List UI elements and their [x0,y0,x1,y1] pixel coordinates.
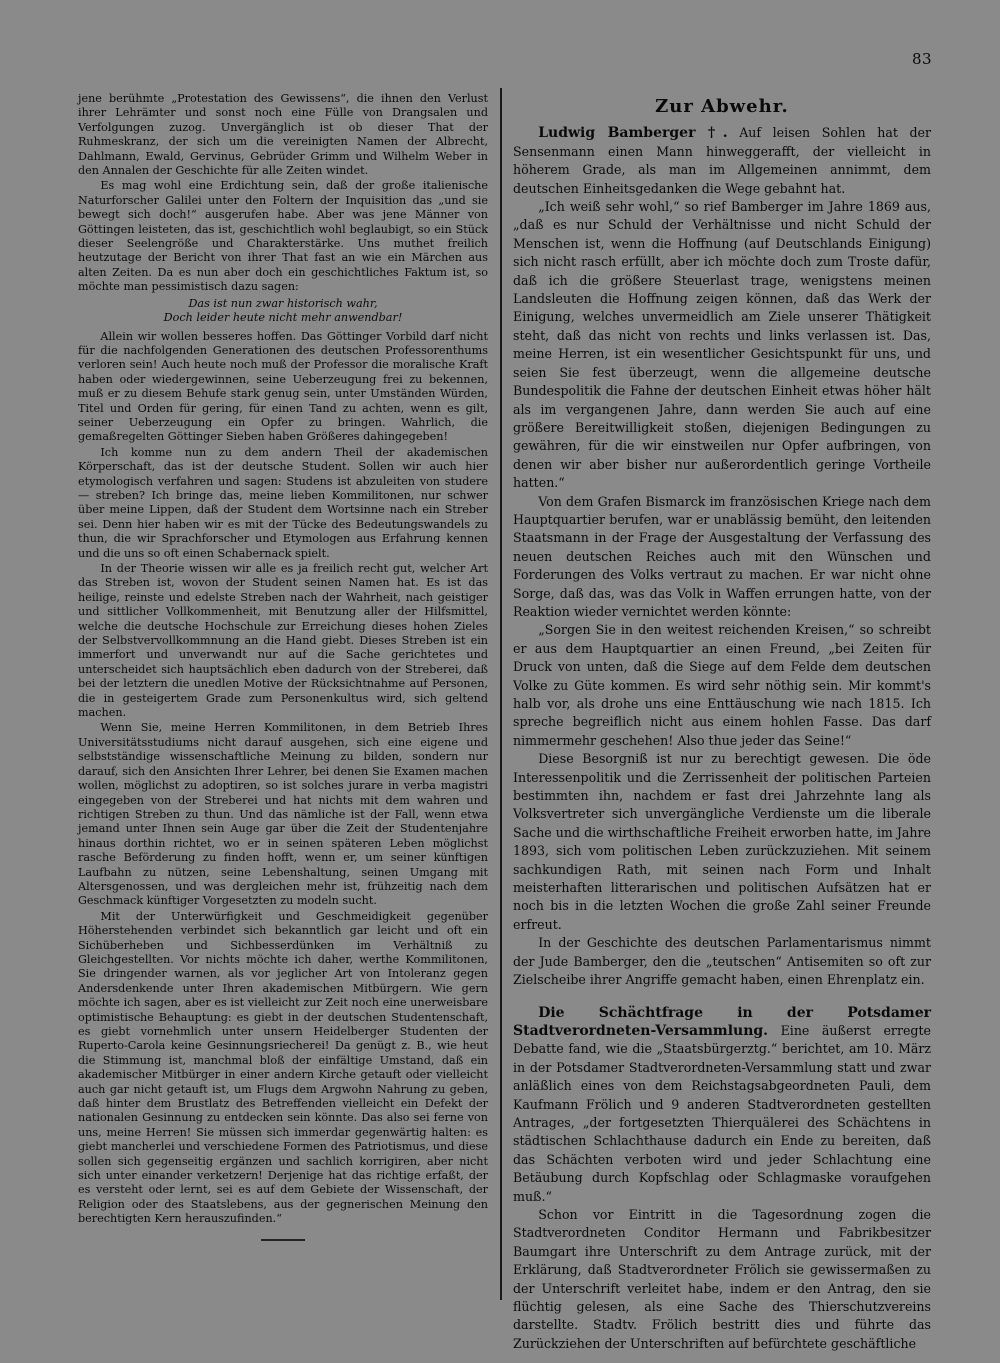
verse-quote [78,297,488,326]
paragraph: In der Geschichte des deutschen Parlamentarismus nimmt der Jude Bamberger, den die „teutschen“ Antisemiten so oft zur Zielscheibe ihrer Angriffe gemacht haben, einen Ehrenplatz ein. [513,935,931,988]
paragraph: Allein wir wollen besseres hoffen. Das Göttinger Vorbild darf nicht für die nachfolgenden Generationen des deutschen Professorenthums verloren sein! Auch heute noch muß der Professor die moralische Kraft haben oder wiedergewinnen, seine Ueberzeugung frei zu bekennen, muß er zu diesem Behufe stark genug sein, unter Umständen Würden, Titel und Orden für gering, für einen Tand zu achten, wenn es gilt, seiner Ueberzeugung ein Opfer zu bringen. Wahrlich, die gemaßregelten Göttinger Sieben haben Größeres dahingegeben! [78,329,488,444]
paragraph: „Sorgen Sie in den weitest reichenden Kreisen,“ so schreibt er aus dem Hauptquartier an einen Freund, „bei Zeiten für Druck von unten, daß die Siege auf dem Felde dem deutschen Volke zu Güte kommen. Es wird sehr nöthig sein. Mir kommt's halb vor, als drohe uns eine Enttäuschung wie nach 1815. Ich spreche begreiflich nicht aus einem hohlen Fasse. Das darf nimmermehr geschehen! Also thue jeder das Seine!“ [513,622,931,748]
paragraph-text: Eine äußerst erregte Debatte fand, wie die „Staatsbürgerztg.“ berichtet, am 10. März in der Potsdamer Stadtverordneten-Versammlung statt und zwar anläßlich eines von dem Reichstagsabgeordneten Pauli, dem Kaufmann Frölich und 9 anderen Stadtverordneten gestellten Antrages, „der fortgesetzten Thierquälerei des Schächtens in städtischen Schlachthause dadurch ein Ende zu bereiten, daß das Schächten verboten wird und jeder Schlachtung eine Betäubung durch Kopfschlag oder Schlagmaske voraufgehen muß.“ [513,1022,931,1204]
article-schaechtfrage-intro [513,1004,931,1206]
page-number: 83 [912,50,933,68]
paragraph: Schon vor Eintritt in die Tagesordnung zogen die Stadtverordneten Conditor Hermann und Fabrikbesitzer Baumgart ihre Unterschrift zu dem Antrage zurück, mit der Erklärung, daß Stadtverordneter Frölich sie gewissermaßen zu der Unterschrift verleitet habe, indem er den Antrag, den sie flüchtig gelesen, als eine Sache des Thierschutzvereins darstellte. Stadtv. Frölich bestritt dies und führte das Zurückziehen der Unterschriften auf befürchtete geschäftliche [513,1206,931,1351]
end-rule [261,1239,305,1241]
article-heading: Die Schächtfrage in der Potsdamer Stadtverordneten-Versammlung. [513,1004,931,1039]
paragraph-text: Auf leisen Sohlen hat der Sensenmann einen Mann hinweggerafft, der vielleicht in höherem Grade, als man im Allgemeinen annimmt, dem deutschen Einheitsgedanken die Wege gebahnt hat. [513,125,931,196]
left-column [78,92,488,1241]
paragraph: Ich komme nun zu dem andern Theil der akademischen Körperschaft, das ist der deutsche Student. Sollen wir auch hier etymologisch verfahren und sagen: Studens ist abzuleiten von studere — streben? Ich bringe das, meine lieben Kommilitonen, nur schwer über meine Lippen, daß der Student dem Wortsinne nach ein Streber sei. Denn hier haben wir es mit der Tücke des Bedeutungswandels zu thun, die wir Sprachforscher und Etymologen aus Erfahrung kennen und die uns so oft einen Schabernack spielt. [78,445,488,560]
column-divider [500,88,502,1300]
verse-line: Das ist nun zwar historisch wahr, [188,296,378,310]
article-bamberger-intro [513,124,931,198]
paragraph: Wenn Sie, meine Herren Kommilitonen, in dem Betrieb Ihres Universitätsstudiums nicht darauf ausgehen, sich eine eigene und selbstständige wissenschaftliche Meinung zu bilden, sondern nur darauf, sich den Ansichten Ihrer Lehrer, bei denen Sie Examen machen wollen, möglichst zu adoptiren, so ist solches jurare in verba magistri eingegeben von der Streberei und hat nichts mit dem wahren und richtigen Streben zu thun. Und das nämliche ist der Fall, wenn etwa jemand unter Ihnen sein Auge gar über die Zeit der Studentenjahre hinaus dorthin richtet, wo er in seinen späteren Leben möglichst rasche Beförderung zu finden hofft, wenn er, um seiner künftigen Laufbahn zu nützen, seine Lebenshaltung, seinen Umgang mit Altersgenossen, und was dergleichen mehr ist, frühzeitig nach dem Geschmack künftiger Vorgesetzten zu modeln sucht. [78,721,488,908]
article-heading: Ludwig Bamberger †. [538,125,728,142]
paragraph: Von dem Grafen Bismarck im französischen Kriege nach dem Hauptquartier berufen, war er unablässig bemüht, den leitenden Staatsmann in der Frage der Ausgestaltung der Verfassung des neuen deutschen Reiches auch mit den Wünschen und Forderungen des Volks vertraut zu machen. Er war nicht ohne Sorge, daß das, was das Volk in Waffen errungen hatte, von der Reaktion wieder vernichtet werden könnte: [513,493,931,619]
paragraph: Es mag wohl eine Erdichtung sein, daß der große italienische Naturforscher Galilei unter den Foltern der Inquisition das „und sie bewegt sich doch!“ ausgerufen habe. Aber was jene Männer von Göttingen leisteten, das ist, geschichtlich wohl beglaubigt, so ein Stück dieser Seelengröße und Charakterstärke. Uns muthet freilich heutzutage der Bericht von ihrer That fast an wie ein Märchen aus alten Zeiten. Da es nun aber doch ein geschichtliches Faktum ist, so möchte man pessimistisch dazu sagen: [78,179,488,294]
paragraph: „Ich weiß sehr wohl,“ so rief Bamberger im Jahre 1869 aus, „daß es nur Schuld der Verhältnisse und nicht Schuld der Menschen ist, wenn die Hoffnung (auf Deutschlands Einigung) sich nicht rasch erfüllt, aber ich möchte doch zum Troste dafür, daß ich die größere Steuerlast trage, wenigstens meinen Landsleuten die Hoffnung zeigen können, daß das Werk der Einigung, welches unvermeidlich am Ziele unserer Thätigkeit steht, daß das nicht von rechts und links verlassen ist. Das, meine Herren, ist ein wesentlicher Gesichtspunkt für uns, und seien Sie fest überzeugt, wenn die allgemeine deutsche Bundespolitik die Fahne der deutschen Einheit etwas höher hält als im vergangenen Jahre, dann werden Sie auch auf eine größere Bereitwilligkeit stoßen, diejenigen Bedingungen zu gewähren, für die wir einstweilen nur Opfer aufbringen, von denen wir aber bisher nur außerordentlich geringe Vortheile hatten.“ [513,199,931,491]
section-title: Zur Abwehr. [655,96,789,117]
paragraph: Mit der Unterwürfigkeit und Geschmeidigkeit gegenüber Höherstehenden verbindet sich bekanntlich gar leicht und oft ein Sichüberheben und Sichbesserdünken im Verhältniß zu Gleichgestellten. Vor nichts möchte ich daher, werthe Kommilitonen, Sie dringender warnen, als vor jeglicher Art von Intoleranz gegen Andersdenkende unter Ihren akademischen Mitbürgern. Wie gern möchte ich sagen, aber es ist vielleicht zur Zeit noch eine unerweisbare optimistische Behauptung: es giebt in der deutschen Studentenschaft, es giebt vornehmlich unter unsern Heidelberger Studenten der Ruperto-Carola keine Gesinnungsriecherei! Da genügt z. B., wie heut die Stimmung ist, manchmal bloß der einfältige Umstand, daß ein akademischer Mitbürger in einer andern Kirche getauft oder vielleicht auch gar nicht getauft ist, um Flugs dem Argwohn Nahrung zu geben, daß hinter dem Brustlatz des Betreffenden vielleicht ein Defekt der nationalen Gesinnung zu entdecken sein könnte. Das also sei ferne von uns, meine Herren! Sie müssen sich immerdar gegenwärtig halten: es giebt mancherlei und verschiedene Formen des Patriotismus, und diese sollen sich gegenseitig ergänzen und sachlich korrigiren, aber nicht sich unter einander verketzern! Derjenige hat das richtige erfaßt, der es versteht oder lernt, sei es auf dem Gebiete der Wissenschaft, der Religion oder des Staatslebens, aus der gegnerischen Meinung den berechtigten Kern herauszufinden.“ [78,909,488,1226]
right-column [513,96,931,1353]
paragraph: Diese Besorgniß ist nur zu berechtigt gewesen. Die öde Interessenpolitik und die Zerrissenheit der politischen Parteien bestimmten ihn, nachdem er fast drei Jahrzehnte lang als Volksvertreter sich unvergängliche Verdienste um die liberale Sache und die wirthschaftliche Freiheit erworben hatte, im Jahre 1893, sich vom politischen Leben zurückzuziehen. Mit seinem sachkundigen Rath, mit seinen nach Form und Inhalt meisterhaften litterarischen und politischen Aufsätzen hat er noch bis in die letzten Wochen die große Zahl seiner Freunde erfreut. [513,751,931,932]
paragraph: jene berühmte „Protestation des Gewissens“, die ihnen den Verlust ihrer Lehrämter und sonst noch eine Fülle von Drangsalen und Verfolgungen zuzog. Unvergänglich ist ob dieser That der Ruhmeskranz, der sich um die vereinigten Namen der Albrecht, Dahlmann, Ewald, Gervinus, Gebrüder Grimm und Wilhelm Weber in den Annalen der Geschichte für alle Zeiten windet. [78,92,488,178]
paragraph: In der Theorie wissen wir alle es ja freilich recht gut, welcher Art das Streben ist, wovon der Student seinen Namen hat. Es ist das heilige, reinste und edelste Streben nach der Wahrheit, nach geistiger und sittlicher Vollkommenheit, mit Benutzung aller der Hilfsmittel, welche die deutsche Hochschule zur Erreichung dieses hohen Zieles der Selbstvervollkommnung an die Hand giebt. Dieses Streben ist ein immerfort und unverwandt nur auf die Sache gerichtetes und unterscheidet sich hauptsächlich eben dadurch von der Streberei, daß bei der letztern die unedlen Motive der Rücksichtnahme auf Personen, die in gesteigertem Grade zum Personenkultus wird, sich geltend machen. [78,562,488,720]
verse-line: Doch leider heute nicht mehr anwendbar! [163,311,403,325]
